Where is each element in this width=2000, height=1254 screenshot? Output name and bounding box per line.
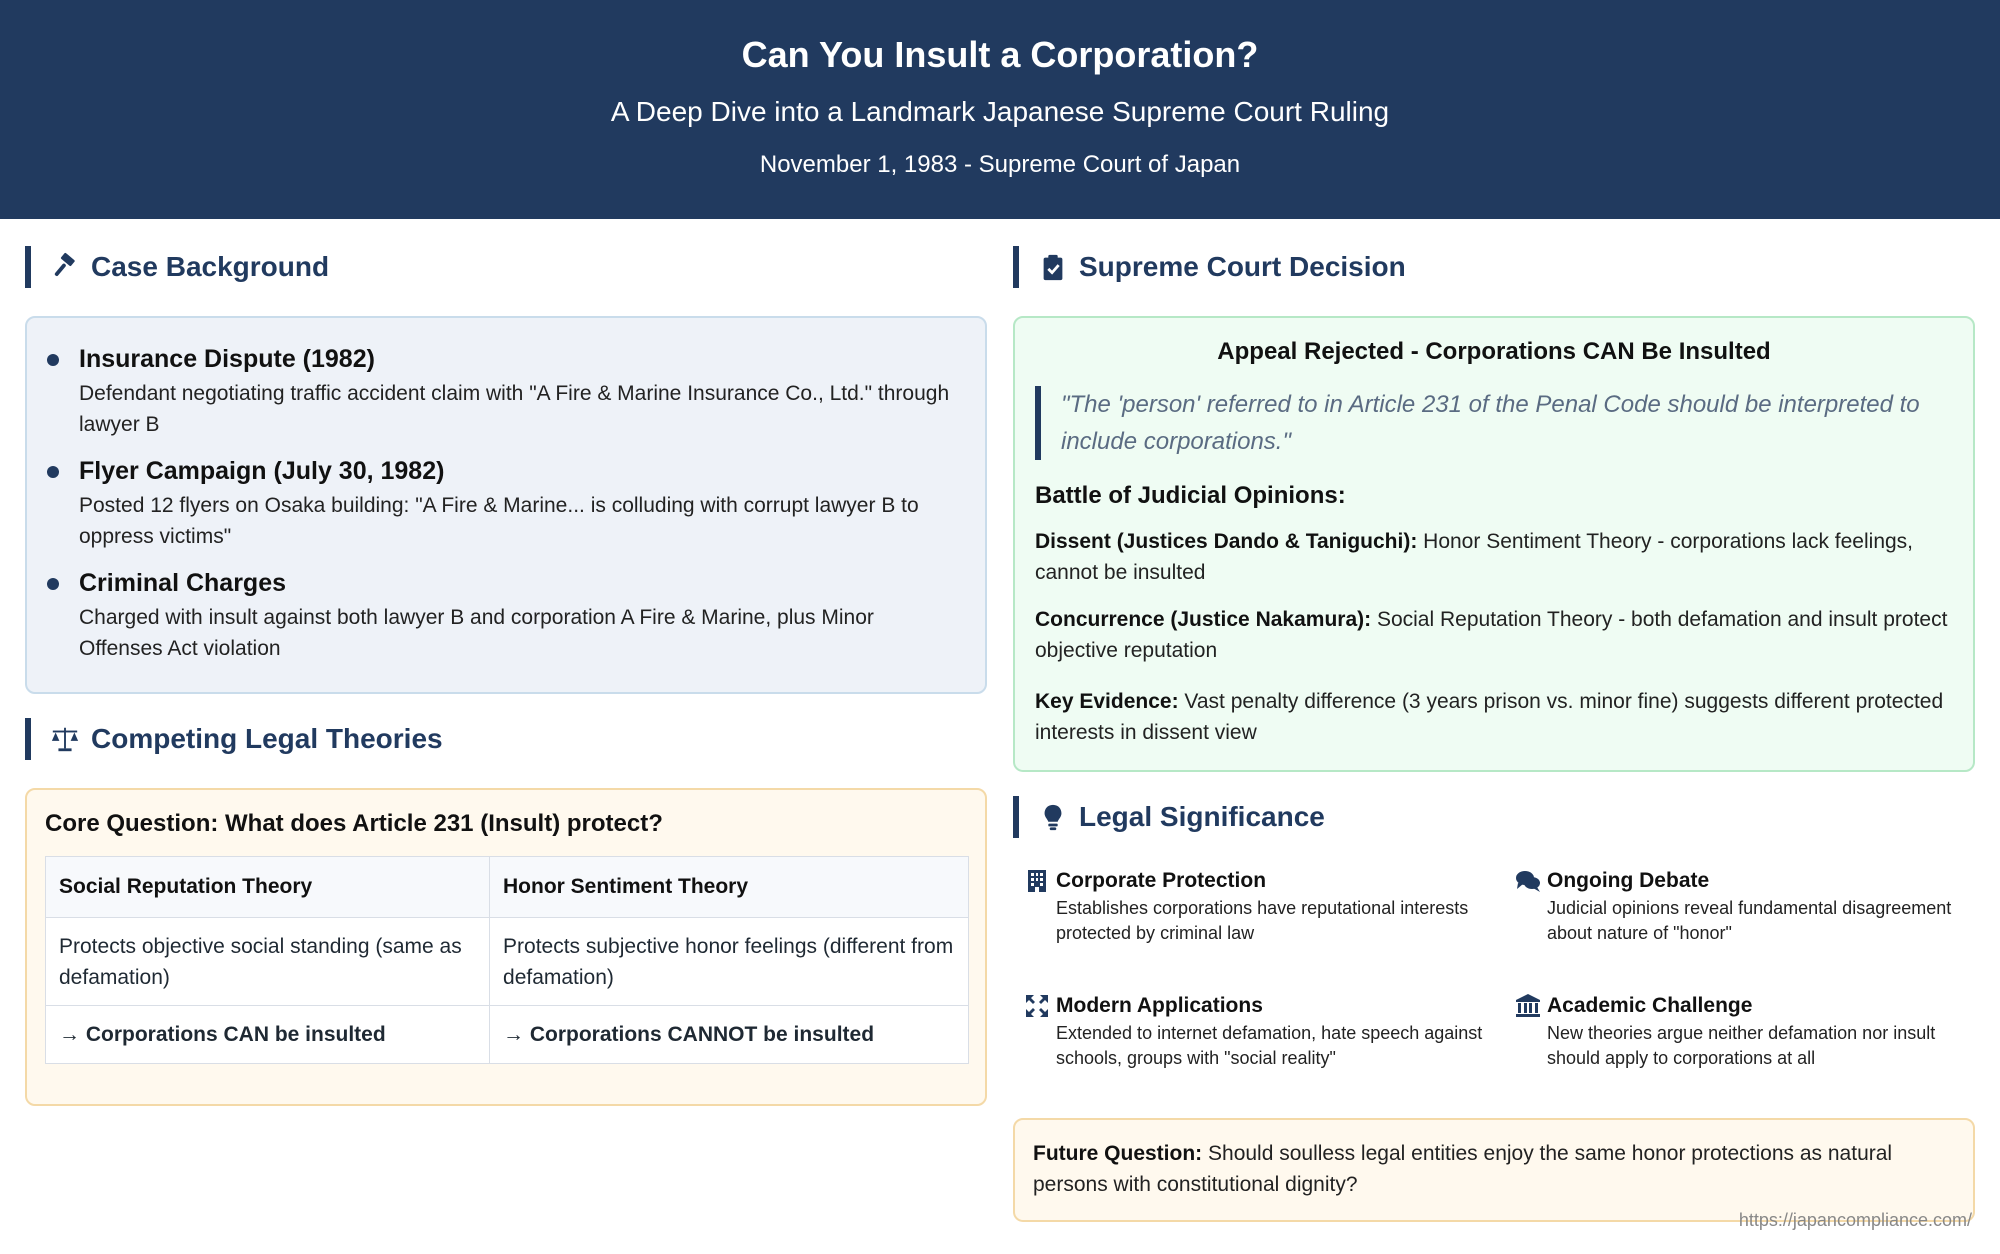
table-cell: → Corporations CAN be insulted <box>46 1006 490 1064</box>
opinions-heading: Battle of Judicial Opinions: <box>1035 482 1346 509</box>
opinion-label: Key Evidence: <box>1035 690 1179 713</box>
item-title: Flyer Campaign (July 30, 1982) <box>79 457 445 485</box>
bullet-icon <box>47 354 59 366</box>
item-description: New theories argue neither defamation nor insult should apply to corporations at all <box>1547 1023 1936 1068</box>
bullet-icon <box>47 578 59 590</box>
item-title: Corporate Protection <box>1056 869 1267 892</box>
right-column <box>1013 219 1975 1222</box>
table-cell: Protects subjective honor feelings (different from defamation) <box>490 918 969 1006</box>
section-heading-case-background <box>25 246 987 288</box>
item-description: Charged with insult against both lawyer B and corporation A Fire & Marine, plus Minor Offenses Act violation <box>79 606 874 660</box>
building-icon <box>1024 868 1050 894</box>
page-subtitle: A Deep Dive into a Landmark Japanese Supreme Court Ruling <box>610 96 1390 127</box>
section-title: Case Background <box>91 251 330 282</box>
opinion-label: Dissent (Justices Dando & Taniguchi): <box>1035 530 1418 553</box>
item-title: Modern Applications <box>1056 994 1263 1017</box>
page-header <box>0 0 2000 219</box>
lightbulb-icon <box>1037 801 1069 833</box>
item-title: Ongoing Debate <box>1547 869 1710 892</box>
key-evidence <box>1035 686 1953 748</box>
item-title: Criminal Charges <box>79 569 287 597</box>
left-column <box>25 219 987 1106</box>
opinion-concurrence <box>1035 604 1953 666</box>
opinion-text: Vast penalty difference (3 years prison vs. minor fine) suggests different protected interests in dissent view <box>1035 690 1944 744</box>
court-quote: "The 'person' referred to in Article 231 of the Penal Code should be interpreted to include corporations." <box>1035 386 1953 460</box>
expand-icon <box>1024 993 1050 1019</box>
future-question-box <box>1013 1118 1975 1222</box>
column-header: Honor Sentiment Theory <box>490 857 969 918</box>
significance-item <box>1024 866 1494 946</box>
list-item <box>47 452 955 552</box>
theories-table <box>45 856 969 1064</box>
item-description: Posted 12 flyers on Osaka building: "A Fire & Marine... is colluding with corrupt lawyer B to oppress victims" <box>79 494 919 548</box>
opinion-label: Concurrence (Justice Nakamura): <box>1035 608 1372 631</box>
case-background-box <box>25 316 987 694</box>
item-description: Defendant negotiating traffic accident claim with "A Fire & Marine Insurance Co., Ltd." through lawyer B <box>79 382 950 436</box>
table-row <box>46 918 969 1006</box>
item-description: Extended to internet defamation, hate speech against schools, groups with "social reality" <box>1056 1023 1483 1068</box>
item-title: Academic Challenge <box>1547 994 1753 1017</box>
opinion-dissent <box>1035 526 1953 588</box>
future-label: Future Question: <box>1033 1142 1203 1165</box>
scales-icon <box>49 723 81 755</box>
significance-item <box>1024 991 1494 1071</box>
source-url: https://japancompliance.com/ <box>1738 1210 1972 1230</box>
column-header: Social Reputation Theory <box>46 857 490 918</box>
page-title: Can You Insult a Corporation? <box>741 34 1259 75</box>
section-heading-significance <box>1013 796 1975 838</box>
section-title: Legal Significance <box>1079 801 1325 832</box>
table-row <box>46 1006 969 1064</box>
list-item <box>47 564 955 664</box>
table-cell: Protects objective social standing (same as defamation) <box>46 918 490 1006</box>
significance-item <box>1515 866 1985 946</box>
table-header-row <box>46 857 969 918</box>
significance-grid <box>1013 866 1975 1116</box>
section-heading-competing-theories <box>25 718 987 760</box>
future-text: Should soulless legal entities enjoy the same honor protections as natural persons with constitutional dignity? <box>1033 1142 1893 1196</box>
section-title: Supreme Court Decision <box>1079 251 1406 282</box>
significance-item <box>1515 991 1985 1071</box>
section-title: Competing Legal Theories <box>91 723 443 754</box>
comments-icon <box>1515 868 1541 894</box>
table-cell: → Corporations CANNOT be insulted <box>490 1006 969 1064</box>
item-title: Insurance Dispute (1982) <box>79 345 375 373</box>
item-description: Judicial opinions reveal fundamental disagreement about nature of "honor" <box>1547 898 1952 943</box>
opinion-text: Honor Sentiment Theory - corporations lack feelings, cannot be insulted <box>1035 530 1914 584</box>
list-item <box>47 340 955 440</box>
theories-box <box>25 788 987 1106</box>
gavel-icon <box>49 251 81 283</box>
verdict: Appeal Rejected - Corporations CAN Be Insulted <box>1217 338 1771 365</box>
bullet-icon <box>47 466 59 478</box>
decision-box <box>1013 316 1975 772</box>
item-description: Establishes corporations have reputational interests protected by criminal law <box>1056 898 1469 943</box>
core-question: Core Question: What does Article 231 (Insult) protect? <box>45 810 663 837</box>
opinion-text: Social Reputation Theory - both defamation and insult protect objective reputation <box>1035 608 1948 662</box>
institution-icon <box>1515 993 1541 1019</box>
section-heading-decision <box>1013 246 1975 288</box>
ruling-date: November 1, 1983 - Supreme Court of Japan <box>759 151 1241 178</box>
clipboard-check-icon <box>1037 251 1069 283</box>
